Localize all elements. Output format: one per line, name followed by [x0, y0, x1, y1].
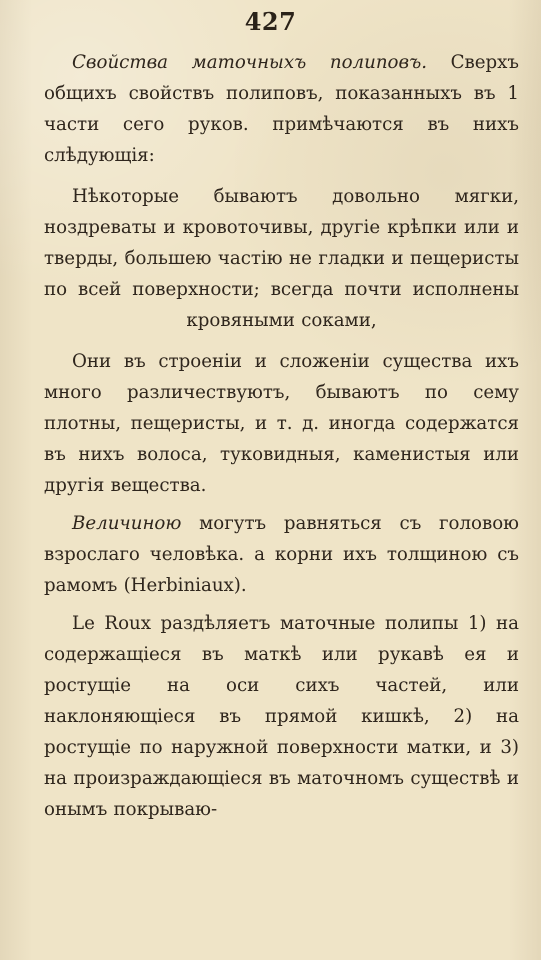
paragraph-3-text: Они въ строеніи и сложеніи существа ихъ много различествуютъ, бываютъ по сему плотны, пещеристы, и т. д. иногда содержатся въ нихъ волоса, туковидныя, каменистыя или другія вещества.: [44, 351, 519, 496]
page-number: 427: [244, 7, 297, 36]
paragraph-2-text: Нѣкоторые бываютъ довольно мягки, ноздреваты и кровоточивы, другіе крѣпки или и тверды, большею частію не гладки и пещеристы по всей поверхности; всегда почти исполнены кровяными соками,: [44, 186, 519, 331]
paragraph-2: [44, 181, 519, 336]
paragraph-3: [44, 346, 519, 501]
page-text: [44, 47, 519, 825]
paragraph-5-text: Le Roux раздѣляетъ маточные полипы 1) на содержащіеся въ маткѣ или рукавѣ ея и ростущіе на оси сихъ частей, или наклоняющіеся въ прямой кишкѣ, 2) на ростущіе по наружной поверхности матки, и 3) на произраждающіеся въ маточномъ существѣ и онымъ покрываю-: [44, 613, 519, 820]
paragraph-1-text: Сверхъ общихъ свойствъ полиповъ, показанныхъ въ 1 части сего руков. примѣчаются въ нихъ слѣдующія:: [44, 52, 519, 166]
paragraph-4-italic-lead: Величиною: [72, 513, 182, 534]
paragraph-5: [44, 608, 519, 825]
paragraph-4-text: могутъ равняться съ головою взрослаго человѣка. а корни ихъ толщиною съ рамомъ (Herbiniaux).: [44, 513, 519, 596]
paragraph-1-italic-lead: Свойства маточныхъ полиповъ.: [72, 52, 427, 73]
paragraph-4: [44, 508, 519, 601]
paragraph-1: [44, 47, 519, 171]
